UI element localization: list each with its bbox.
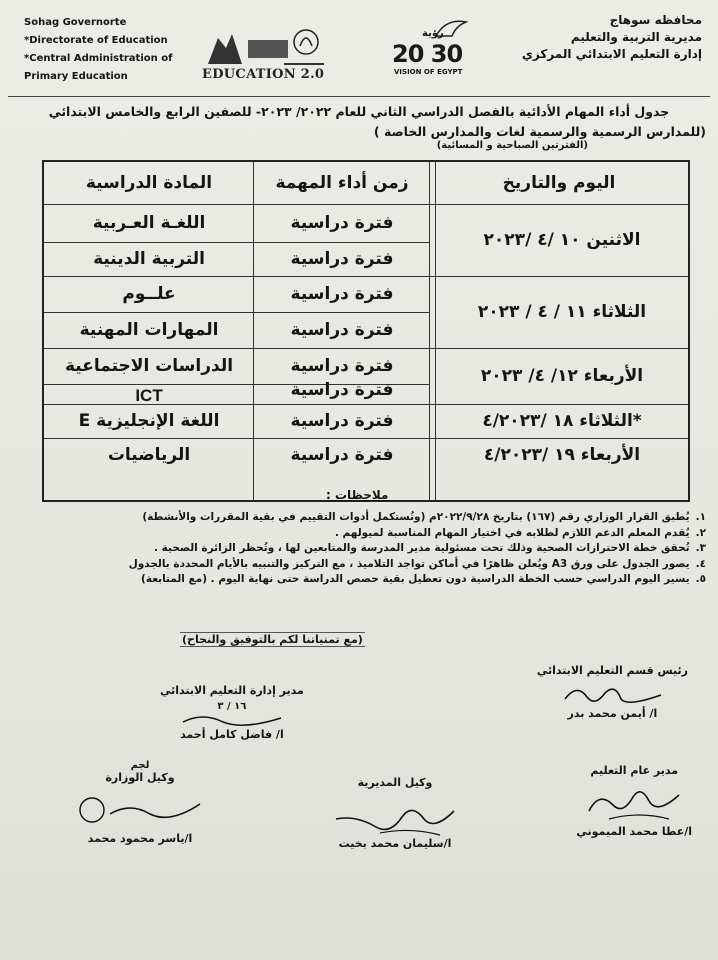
subject-cell: الرياضيات (107, 445, 191, 465)
subject-cell: اللغـة العـربية (92, 213, 206, 233)
time-cell: فترة دراسية (290, 445, 394, 465)
handwritten-signature-icon (330, 793, 460, 837)
header-english-line: *Directorate of Education (24, 35, 168, 46)
header-english-line: Primary Education (24, 71, 128, 82)
handwritten-signature-icon (70, 788, 210, 832)
handwritten-signature-icon (557, 681, 667, 707)
education-logo-text: EDUCATION 2.0 (202, 67, 325, 82)
header-subject: المادة الدراسية (85, 173, 213, 193)
document-subtitle-shift: (الفترتين الصباحية و المسائية) (436, 140, 588, 151)
note-text: يسير اليوم الدراسي حسب الخطة الدراسية دون تعطيل بقية حصص الدراسة حتى نهاية اليوم . (مع المتابعة) (141, 573, 690, 585)
time-cell: فترة دراسية (290, 284, 394, 304)
day-cell: الأربعاء ١٢/ ٤/ ٢٠٢٣ (480, 366, 644, 386)
time-cell: فترة دراسية (290, 411, 394, 431)
signatory-name: ا/ فاضل كامل أحمد (180, 728, 284, 741)
header-arabic-line: إدارة التعليم الابتدائي المركزي (521, 47, 702, 61)
signatory-role: رئيس قسم التعليم الابتدائي (536, 664, 688, 677)
notes-heading: ملاحظات : (326, 488, 389, 502)
time-cell: فترة دراسية (290, 356, 394, 376)
signature-date: ١٦ / ٣ (217, 701, 247, 712)
signatory-role: وكيل المديرية (357, 776, 433, 789)
signatory-role: مدير إدارة التعليم الابتدائي (160, 684, 304, 697)
time-cell: فترة دراسية (290, 213, 394, 233)
subject-cell: المهارات المهنية (79, 320, 219, 340)
schedule-table (42, 160, 690, 502)
note-number: ٢. (695, 526, 706, 539)
signatory-role: مدير عام التعليم (590, 764, 679, 777)
day-cell: *الثلاثاء ١٨ /٤/٢٠٢٣ (482, 411, 642, 431)
signature-block-primary-director (160, 684, 304, 741)
day-cell: الثلاثاء ١١ / ٤ / ٢٠٢٣ (477, 302, 647, 322)
signature-block-primary-head (537, 664, 688, 720)
handwritten-signature-icon (177, 712, 287, 728)
header-english-line: Sohag Governorte (24, 17, 127, 28)
signature-block-general-manager (576, 764, 692, 838)
time-cell: فترة دراسية (290, 320, 394, 340)
notes-list (70, 510, 706, 588)
education-emblem-icon (188, 24, 338, 70)
time-cell: فترة دراسية (290, 249, 394, 269)
signature-block-deputy-directorate (330, 776, 460, 850)
vision-arabic-label: رؤية (422, 28, 444, 39)
signature-note: لجم (130, 760, 150, 771)
note-number: ١. (695, 511, 706, 523)
note-text: تُحقق خطة الاحترازات الصحية وذلك تحت مسئولية مدير المدرسة والمتابعين لها ، وتُحظر الزائرة الصحية . (154, 542, 690, 554)
signatory-role: وكيل الوزارة (105, 771, 175, 784)
header-arabic-line: محافظه سوهاج (609, 13, 702, 27)
note-text: يُقدم المعلم الدعم اللازم لطلابه في اختيار المهام المناسبة لميولهم . (334, 526, 690, 539)
document-title: جدول أداء المهام الأدائية بالفصل الدراسي الثاني للعام ٢٠٢٢/ ٢٠٢٣- للصفين الرابع والخامس الابتدائي (48, 104, 670, 119)
note-item (70, 541, 706, 557)
header-arabic-line: مديرية التربية والتعليم (570, 30, 702, 44)
document-subtitle: (للمدارس الرسمية والرسمية لغات والمدارس الخاصة ) (373, 124, 706, 139)
header-english-block (24, 14, 194, 86)
signatory-name: ا/سليمان محمد بخيت (338, 837, 452, 850)
header-divider (8, 96, 710, 97)
header-day: اليوم والتاريخ (502, 173, 616, 193)
signatory-name: ا/ أيمن محمد بدر (567, 707, 658, 720)
vision-2030-logo (392, 24, 474, 79)
education-logo (188, 24, 338, 84)
subject-cell: علــوم (122, 284, 176, 304)
header-time: زمن أداء المهمة (275, 173, 409, 193)
vision-subtitle: VISION OF EGYPT (394, 68, 463, 76)
time-cell: فترة دراسية (290, 380, 394, 400)
note-number: ٤. (695, 557, 706, 570)
subject-cell: التربية الدينية (93, 249, 205, 269)
signatory-name: ا/عطا محمد الميموني (576, 825, 692, 838)
note-text: يصور الجدول على ورق A3 ويُعلن ظاهرًا في أماكن تواجد التلاميذ ، مع التركيز والتنبيه بالأيام المحددة بالجدول (128, 557, 690, 570)
note-item (70, 572, 706, 588)
closing-wishes: (مع تمنياتنا لكم بالتوفيق والنجاح) (182, 633, 363, 646)
vision-2030-number: 20 30 (392, 40, 463, 68)
note-item (70, 510, 706, 526)
signature-block-deputy-ministry (70, 760, 210, 845)
header-arabic-block (482, 12, 702, 63)
note-number: ٣. (695, 542, 706, 554)
day-cell: الأربعاء ١٩ /٤/٢٠٢٣ (483, 445, 641, 465)
note-number: ٥. (695, 573, 706, 585)
subject-cell: ICT (135, 386, 163, 405)
day-cell: الاثنين ١٠ /٤ /٢٠٢٣ (483, 230, 641, 250)
subject-cell: اللغة الإنجليزية E (78, 411, 220, 431)
header-english-line: *Central Administration of (24, 53, 173, 64)
signatory-name: ا/ياسر محمود محمد (87, 832, 193, 845)
handwritten-signature-icon (579, 781, 689, 825)
note-text: يُطبق القرار الوزاري رقم (١٦٧) بتاريخ ٢٠٢٢/٩/٢٨م (وتُستكمل أدوات التقييم في بقية المقررات والأنشطة) (142, 511, 690, 523)
subject-cell: الدراسات الاجتماعية (64, 356, 234, 376)
note-item (70, 526, 706, 542)
note-item (70, 557, 706, 573)
